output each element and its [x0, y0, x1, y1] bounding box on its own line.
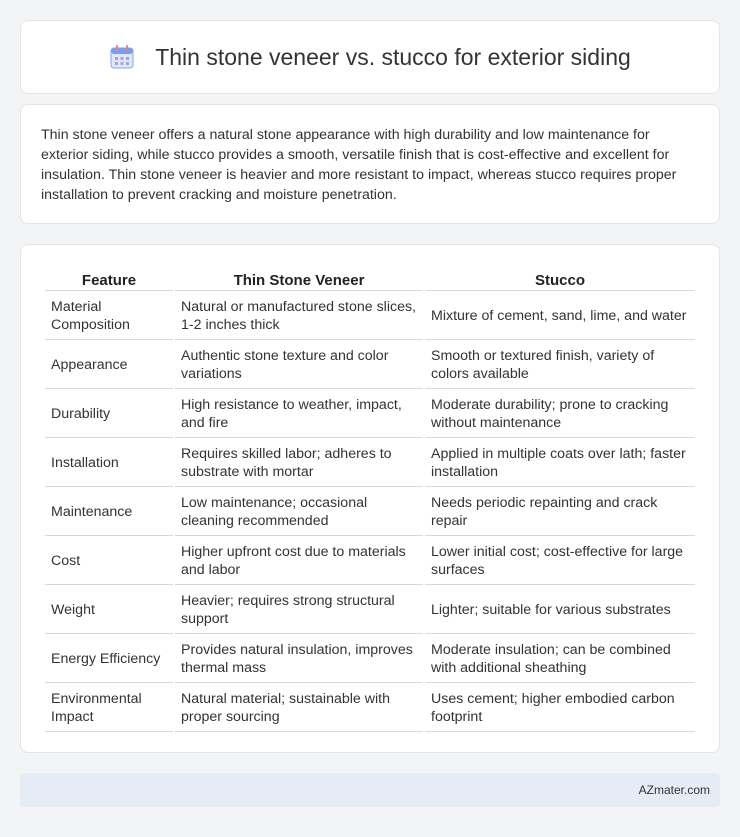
table-header-row [45, 265, 695, 291]
feature-cell: Maintenance [45, 489, 173, 536]
veneer-cell: Provides natural insulation, improves thermal mass [175, 636, 423, 683]
veneer-cell: Natural or manufactured stone slices, 1-2 inches thick [175, 293, 423, 340]
veneer-cell: High resistance to weather, impact, and fire [175, 391, 423, 438]
feature-cell: Energy Efficiency [45, 636, 173, 683]
table-row [45, 587, 695, 634]
page-title [109, 44, 631, 71]
stucco-cell: Lower initial cost; cost-effective for large surfaces [425, 538, 695, 585]
column-header-stucco: Stucco [425, 265, 695, 291]
table-row [45, 489, 695, 536]
feature-cell: Material Composition [45, 293, 173, 340]
veneer-cell: Authentic stone texture and color variations [175, 342, 423, 389]
feature-cell: Environmental Impact [45, 685, 173, 732]
veneer-cell: Low maintenance; occasional cleaning recommended [175, 489, 423, 536]
title-card [20, 20, 720, 94]
summary-card [20, 104, 720, 224]
calendar-icon [109, 44, 135, 70]
feature-cell: Durability [45, 391, 173, 438]
comparison-table-card [20, 244, 720, 753]
column-header-feature: Feature [45, 265, 173, 291]
stucco-cell: Moderate insulation; can be combined with additional sheathing [425, 636, 695, 683]
table-row [45, 440, 695, 487]
table-row [45, 293, 695, 340]
stucco-cell: Needs periodic repainting and crack repair [425, 489, 695, 536]
feature-cell: Weight [45, 587, 173, 634]
feature-cell: Installation [45, 440, 173, 487]
table-row [45, 342, 695, 389]
veneer-cell: Natural material; sustainable with proper sourcing [175, 685, 423, 732]
table-row [45, 538, 695, 585]
veneer-cell: Higher upfront cost due to materials and labor [175, 538, 423, 585]
footer-brand[interactable]: AZmater.com [638, 783, 710, 797]
column-header-thin-stone-veneer: Thin Stone Veneer [175, 265, 423, 291]
comparison-table [43, 263, 697, 734]
table-row [45, 636, 695, 683]
stucco-cell: Moderate durability; prone to cracking without maintenance [425, 391, 695, 438]
footer [20, 773, 720, 807]
summary-text: Thin stone veneer offers a natural stone appearance with high durability and low maintenance for exterior siding, while stucco provides a smooth, versatile finish that is cost-effective and excellent for insulation. Thin stone veneer is heavier and more resistant to impact, whereas stucco requires proper installation to prevent cracking and moisture penetration. [41, 127, 677, 203]
table-row [45, 391, 695, 438]
feature-cell: Appearance [45, 342, 173, 389]
table-row [45, 685, 695, 732]
veneer-cell: Heavier; requires strong structural support [175, 587, 423, 634]
feature-cell: Cost [45, 538, 173, 585]
stucco-cell: Mixture of cement, sand, lime, and water [425, 293, 695, 340]
stucco-cell: Smooth or textured finish, variety of colors available [425, 342, 695, 389]
stucco-cell: Applied in multiple coats over lath; faster installation [425, 440, 695, 487]
stucco-cell: Uses cement; higher embodied carbon footprint [425, 685, 695, 732]
stucco-cell: Lighter; suitable for various substrates [425, 587, 695, 634]
page-title-text: Thin stone veneer vs. stucco for exterior siding [155, 43, 631, 70]
veneer-cell: Requires skilled labor; adheres to substrate with mortar [175, 440, 423, 487]
